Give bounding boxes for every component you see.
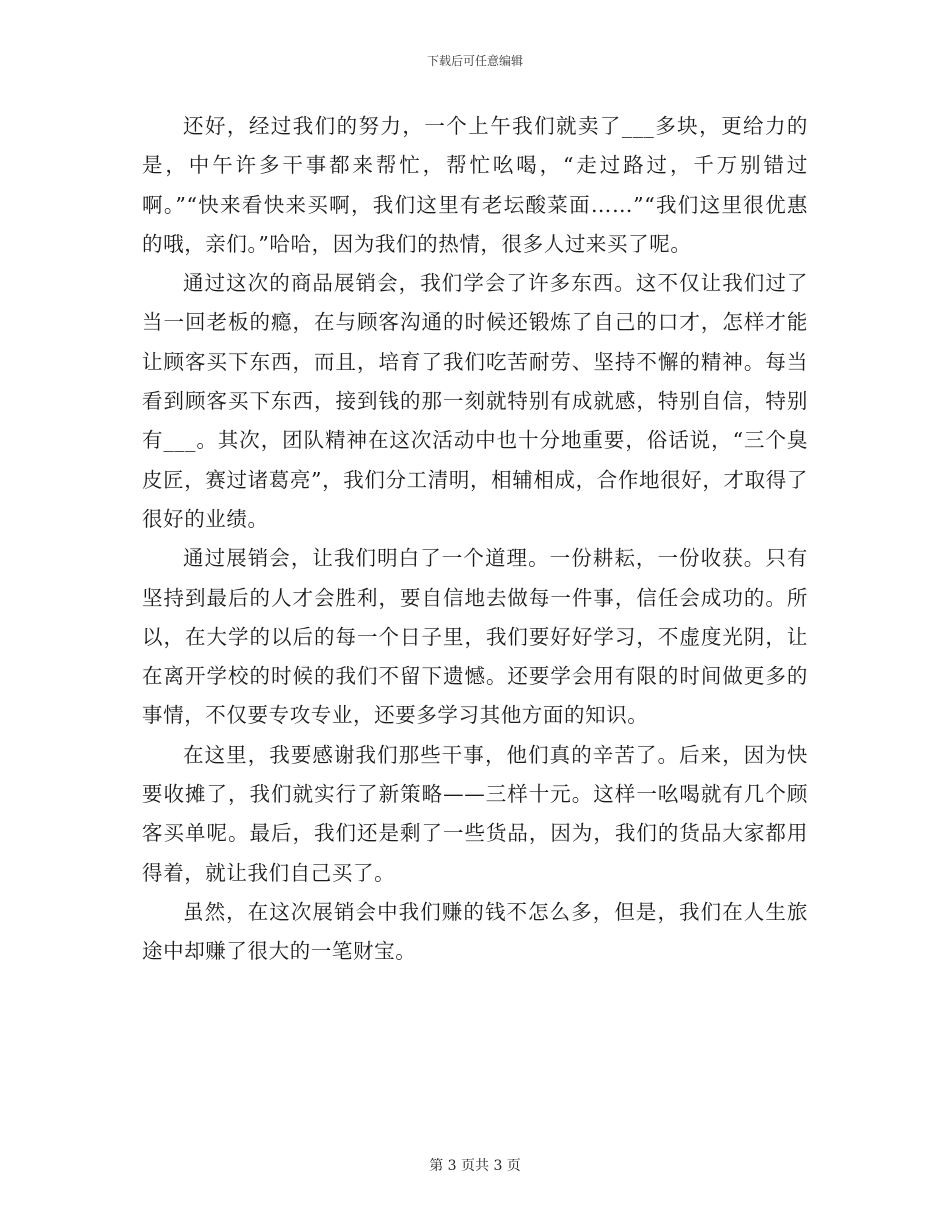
paragraph-4: 在这里，我要感谢我们那些干事，他们真的辛苦了。后来，因为快要收摊了，我们就实行了新策略——三样十元。这样一吆喝就有几个顾客买单呢。最后，我们还是剩了一些货品，因为，我们的货品大家都用得着，就让我们自己买了。 [142,742,808,885]
paragraph-3: 通过展销会，让我们明白了一个道理。一份耕耘，一份收获。只有坚持到最后的人才会胜利，要自信地去做每一件事，信任会成功的。所以，在大学的以后的每一个日子里，我们要好好学习，不虚度光阴，让在离开学校的时候的我们不留下遗憾。还要学会用有限的时间做更多的事情，不仅要专攻专业，还要多学习其他方面的知识。 [142,546,808,728]
paragraph-2: 通过这次的商品展销会，我们学会了许多东西。这不仅让我们过了当一回老板的瘾，在与顾客沟通的时候还锻炼了自己的口才，怎样才能让顾客买下东西，而且，培育了我们吃苦耐劳、坚持不懈的精神。每当看到顾客买下东西，接到钱的那一刻就特别有成就感，特别自信，特别有___。其次，团队精神在这次活动中也十分地重要，俗话说，“三个臭皮匠，赛过诸葛亮”，我们分工清明，相辅相成，合作地很好，才取得了很好的业绩。 [142,271,808,531]
paragraph-1: 还好，经过我们的努力，一个上午我们就卖了___多块，更给力的是，中午许多干事都来帮忙，帮忙吆喝，“走过路过，千万别错过啊。”“快来看快来买啊，我们这里有老坛酸菜面……”“我们这里很优惠的哦，亲们。”哈哈，因为我们的热情，很多人过来买了呢。 [142,114,808,256]
page-number-footer: 第 3 页共 3 页 [429,1158,521,1174]
document-body [142,107,808,972]
paragraph-5: 虽然，在这次展销会中我们赚的钱不怎么多，但是，我们在人生旅途中却赚了很大的一笔财宝。 [142,899,808,964]
page-header: 下载后可任意编辑 [426,54,523,68]
